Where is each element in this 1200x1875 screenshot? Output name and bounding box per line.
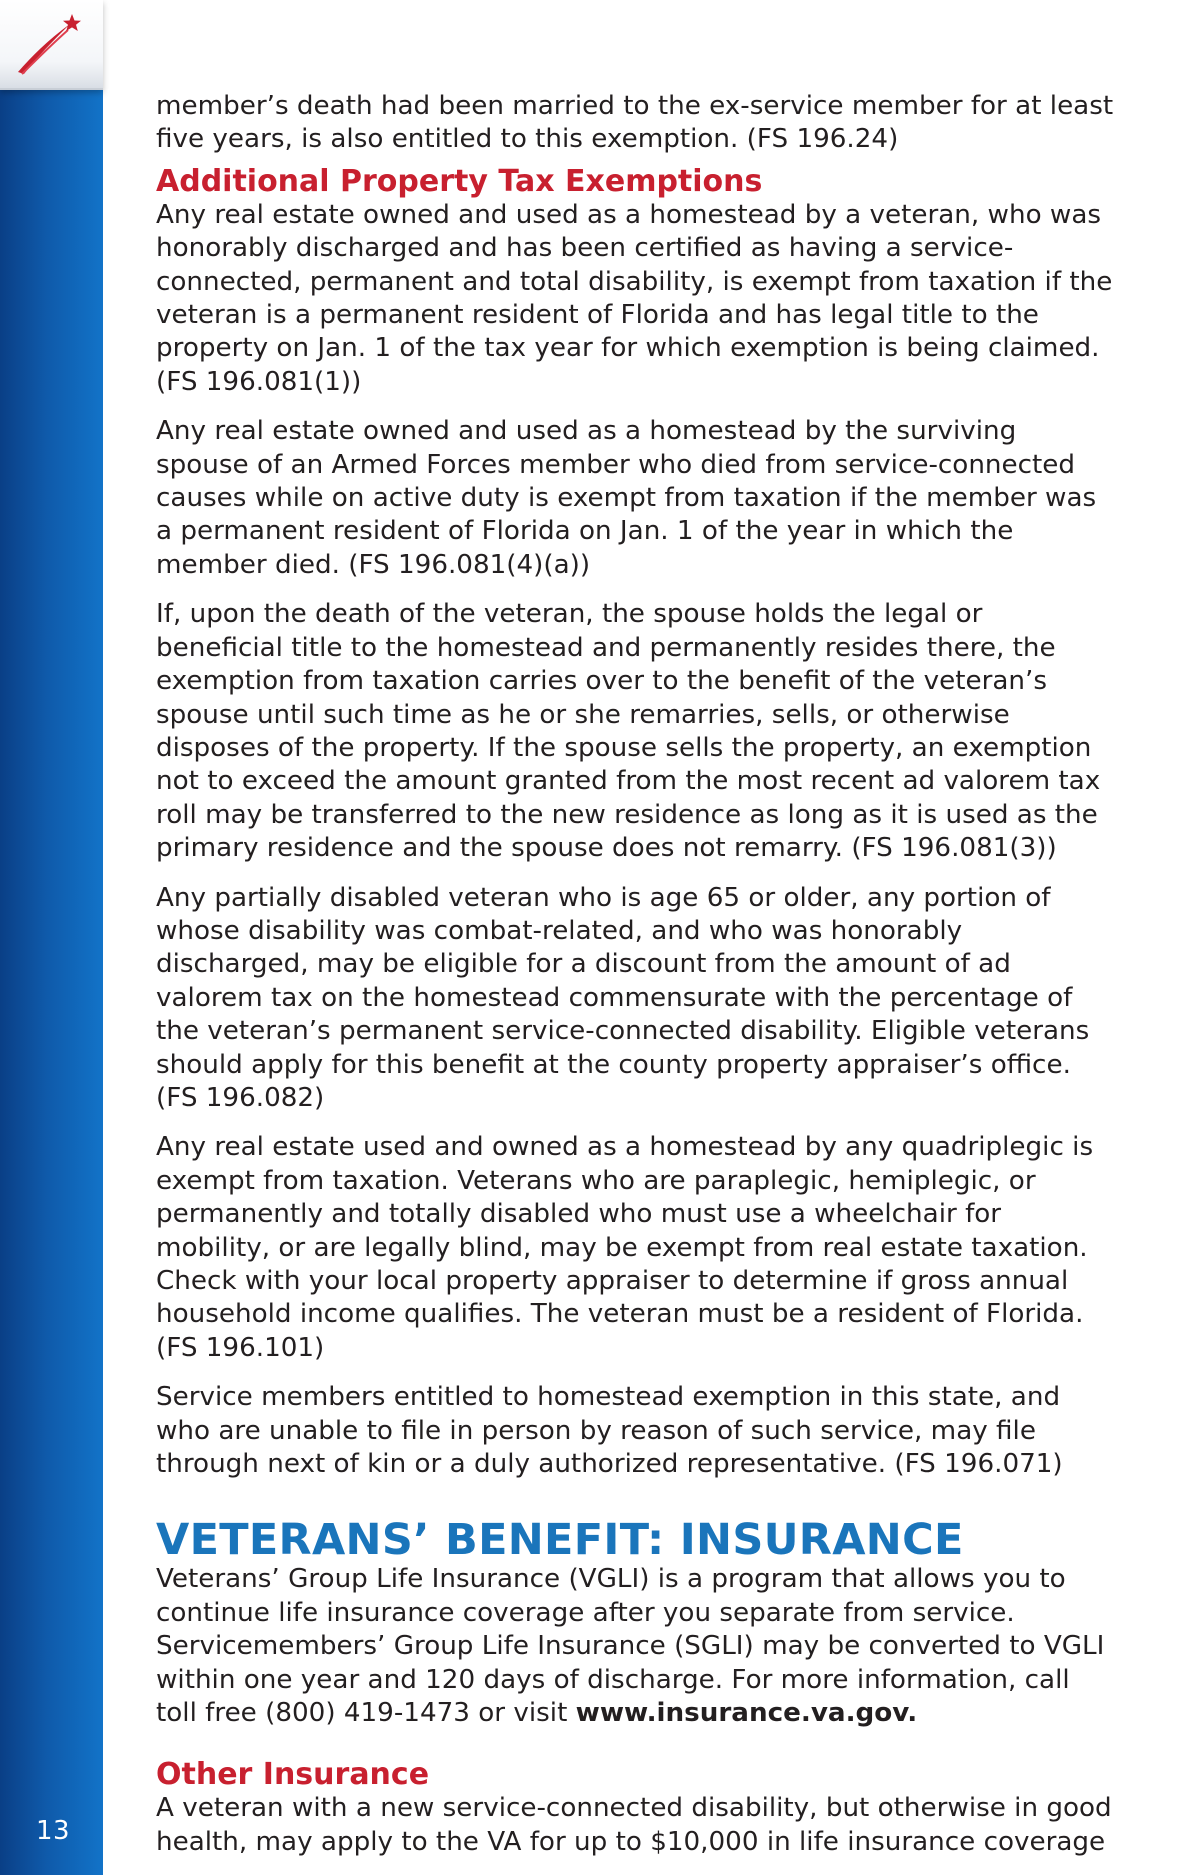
- vgli-text: Veterans’ Group Life Insurance (VGLI) is a program that allows you to continue life insurance coverage after you separate from service. Servicemembers’ Group Life Insurance (SGLI) may be converted to VGLI within one year and 120 days of discharge. For more information, call toll free (800) 419-1473 or visit: [156, 1564, 1105, 1729]
- logo-tab: [0, 0, 103, 90]
- paragraph-other-insurance: A veteran with a new service-connected disability, but otherwise in good health, may apply to the VA for up to $10,000 in life insurance coverage: [156, 1793, 1112, 1857]
- paragraph-spouse-carryover: If, upon the death of the veteran, the spouse holds the legal or beneficial title to the homestead and permanently resides there, the exemption from taxation carries over to the benefit of the veteran’s spouse until such time as he or she remarries, sells, or otherwise disposes of the property. If the spouse sells the property, an exemption not to exceed the amount granted from the most recent ad valorem tax roll may be transferred to the new residence as long as it is used as the primary residence and the spouse does not remarry. (FS 196.081(3)): [156, 599, 1101, 864]
- paragraph-vgli: [156, 1563, 1116, 1730]
- shooting-star-icon: [14, 12, 84, 78]
- section-title-insurance: VETERANS’ BENEFIT: INSURANCE: [156, 1515, 964, 1566]
- paragraph-service-members: Service members entitled to homestead exemption in this state, and who are unable to file in person by reason of such service, may file through next of kin or a duly authorized representative. (FS 196.071): [156, 1382, 1063, 1480]
- subhead-additional-exemptions: Additional Property Tax Exemptions: [156, 163, 763, 199]
- subhead-other-insurance: Other Insurance: [156, 1757, 430, 1793]
- paragraph-surviving-spouse: Any real estate owned and used as a homestead by the surviving spouse of an Armed Forces member who died from service-connected causes while on active duty is exempt from taxation if the member was a permanent resident of Florida on Jan. 1 of the year in which the member died. (FS 196.081(4)(a)): [156, 416, 1097, 580]
- page-number: 13: [36, 1816, 71, 1846]
- insurance-link[interactable]: www.insurance.va.gov.: [575, 1698, 918, 1729]
- sidebar-band: [0, 0, 103, 1875]
- paragraph-disability-exemption: Any real estate owned and used as a homestead by a veteran, who was honorably discharged and has been certified as having a service-connected, permanent and total disability, is exempt from taxation if the veteran is a permanent resident of Florida and has legal title to the property on Jan. 1 of the tax year for which exemption is being claimed. (FS 196.081(1)): [156, 199, 1113, 397]
- intro-paragraph: member’s death had been married to the ex-service member for at least five years, is also entitled to this exemption. (FS 196.24): [156, 91, 1114, 155]
- paragraph-partial-disability: Any partially disabled veteran who is age 65 or older, any portion of whose disability was combat-related, and who was honorably discharged, may be eligible for a discount from the amount of ad valorem tax on the homestead commensurate with the percentage of the veteran’s permanent service-connected disability. Eligible veterans should apply for this benefit at the county property appraiser’s office. (FS 196.082): [156, 882, 1090, 1113]
- main-content: [156, 90, 1116, 1875]
- paragraph-quadriplegic: Any real estate used and owned as a homestead by any quadriplegic is exempt from taxation. Veterans who are paraplegic, hemiplegic, or permanently and totally disabled who must use a wheelchair for mobility, or are legally blind, may be exempt from real estate taxation. Check with your local property appraiser to determine if gross annual household income qualifies. The veteran must be a resident of Florida. (FS 196.101): [156, 1132, 1094, 1363]
